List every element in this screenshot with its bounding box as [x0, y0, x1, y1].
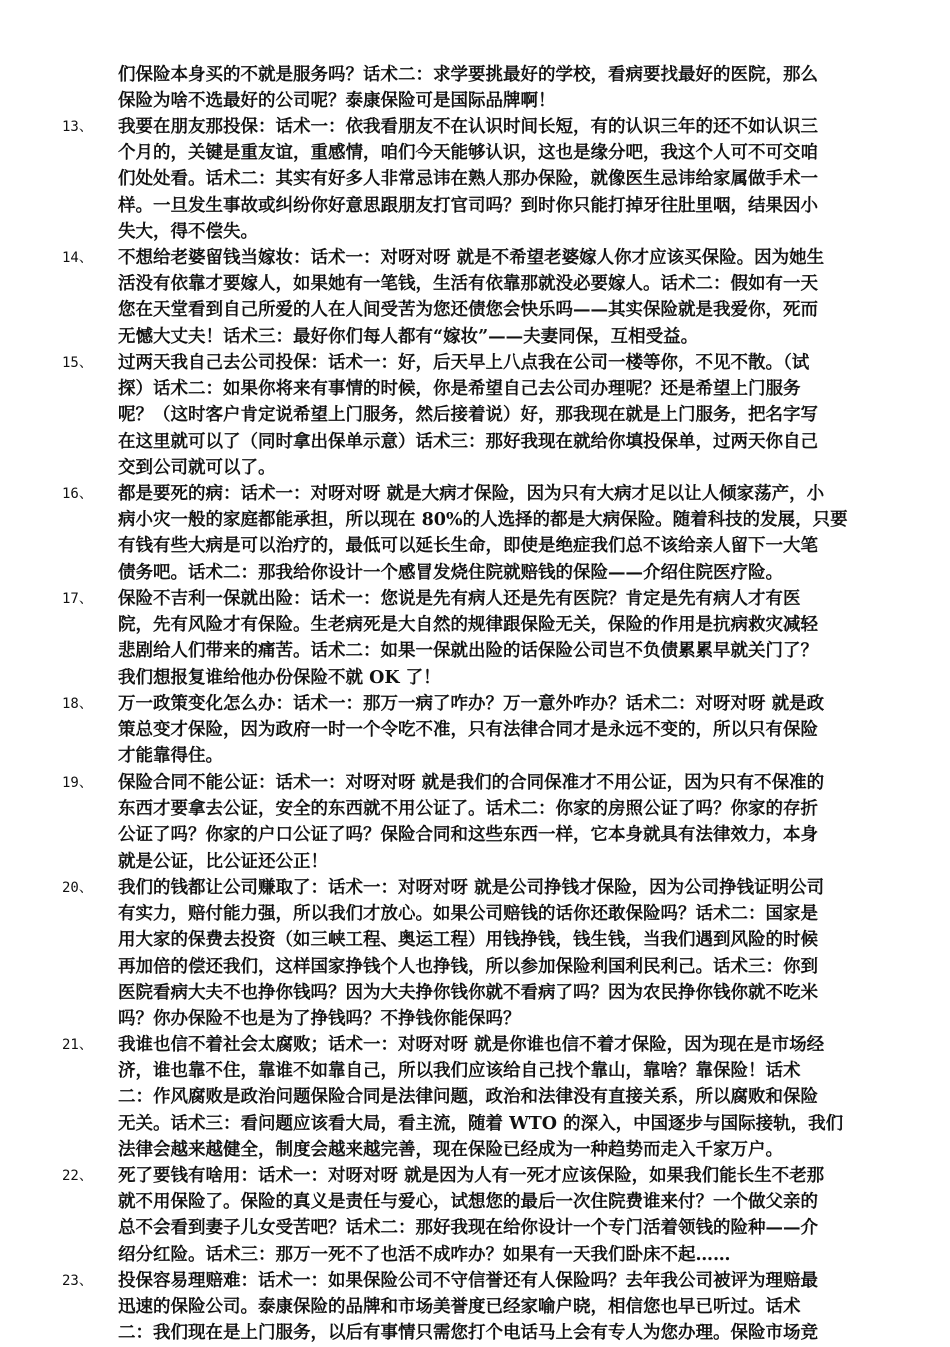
item-text: 保险合同不能公证：话术一：对呀对呀 就是我们的合同保准才不用公证，因为只有不保准的 东西才要拿去公证，安全的东西就不用公证了。话术二：你家的房照公证了吗？你家的存折 公证了吗？你家的户口公证了吗？保险合同和这些东西一样，它本身就具有法律效力，本身 就是公证，比公证还公正！ — [118, 773, 825, 872]
item-text: 保险不吉利一保就出险：话术一：您说是先有病人还是先有医院？肯定是先有病人才有医 院，先有风险才有保险。生老病死是大自然的规律跟保险无关，保险的作用是抗病救灾减轻 悲剧给人们带来的痛苦。话术二：如果一保就出险的话保险公司岂不负债累累早就关门了？ 我们想报复谁给他办份保险不就 OK 了！ — [118, 589, 818, 688]
item-text: 都是要死的病：话术一：对呀对呀 就是大病才保险，因为只有大病才足以让人倾家荡产，小 病小灾一般的家庭都能承担，所以现在 80%的人选择的都是大病保险。随着科技的发展，只要 有钱有些大病是可以治疗的，最低可以延长生命，即使是绝症我们总不该给亲人留下一大笔 债务吧。话术二：那我给你设计一个感冒发烧住院就赔钱的保险——介绍住院医疗险。 — [118, 484, 848, 583]
lead-paragraph: 们保险本身买的不就是服务吗？话术二：求学要挑最好的学校，看病要找最好的医院，那么 保险为啥不选最好的公司呢？泰康保险可是国际品牌啊！ — [118, 65, 818, 112]
item-text: 万一政策变化怎么办：话术一：那万一病了咋办？万一意外咋办？话术二：对呀对呀 就是政 策总变才保险，因为政府一时一个令吃不准，只有法律合同才是永远不变的，所以只有保险 才能靠得住。 — [118, 694, 825, 767]
item-number: 19、 — [62, 775, 93, 791]
item-number: 22、 — [62, 1168, 93, 1184]
item-number: 18、 — [62, 696, 93, 712]
item-number: 15、 — [62, 355, 93, 371]
item-number: 16、 — [62, 486, 93, 502]
item-text: 我要在朋友那投保：话术一：依我看朋友不在认识时间长短，有的认识三年的还不如认识三 个月的，关键是重友谊，重感情，咱们今天能够认识，这也是缘分吧，我这个人可不可交咱 们处处看。话术二：其实有好多人非常忌讳在熟人那办保险，就像医生忌讳给家属做手术一 样。一旦发生事故或纠纷你好意思跟朋友打官司吗？到时你只能打掉牙往肚里咽，结果因小 失大，得不偿失。 — [118, 117, 818, 242]
item-text: 不想给老婆留钱当嫁妆：话术一：对呀对呀 就是不希望老婆嫁人你才应该买保险。因为她生 活没有依靠才要嫁人，如果她有一笔钱，生活有依靠那就没必要嫁人。话术二：假如有一天 您在天堂看到自己所爱的人在人间受苦为您还债您会快乐吗——其实保险就是我爱你，死而 无憾大丈夫！话术三：最好你们每人都有“嫁妆”——夫妻同保，互相受益。 — [118, 248, 825, 347]
item-number: 20、 — [62, 880, 93, 896]
item-number: 21、 — [62, 1037, 93, 1053]
item-text: 我们的钱都让公司赚取了：话术一：对呀对呀 就是公司挣钱才保险，因为公司挣钱证明公司 有实力，赔付能力强，所以我们才放心。如果公司赔钱的话你还敢保险吗？话术二：国家是 用大家的保费去投资（如三峡工程、奥运工程）用钱挣钱，钱生钱，当我们遇到风险的时候 再加倍的偿还我们，这样国家挣钱个人也挣钱，所以参加保险利国利民利己。话术三：你到 医院看病大夫不也挣你钱吗？因为大夫挣你钱你就不看病了吗？因为农民挣你钱你就不吃米 吗？你办保险不也是为了挣钱吗？不挣钱你能保吗？ — [118, 878, 825, 1030]
item-text: 投保容易理赔难：话术一：如果保险公司不守信誉还有人保险吗？去年我公司被评为理赔最 迅速的保险公司。泰康保险的品牌和市场美誉度已经家喻户晓，相信您也早已听过。话术 二：我们现在是上门服务，以后有事情只需您打个电话马上会有专人为您办理。保险市场竞 — [118, 1271, 818, 1344]
item-number: 13、 — [62, 119, 93, 135]
item-text: 过两天我自己去公司投保：话术一：好，后天早上八点我在公司一楼等你，不见不散。（试 探）话术二：如果你将来有事情的时候，你是希望自己去公司办理呢？还是希望上门服务 呢？（这时客户肯定说希望上门服务，然后接着说）好，那我现在就是上门服务，把名字写 在这里就可以了（同时拿出保单示意）话术三：那好我现在就给你填投保单，过两天你自己 交到公司就可以了。 — [118, 353, 818, 478]
item-number: 23、 — [62, 1273, 93, 1289]
item-number: 14、 — [62, 250, 93, 266]
item-text: 我谁也信不着社会太腐败；话术一：对呀对呀 就是你谁也信不着才保险，因为现在是市场经 济，谁也靠不住，靠谁不如靠自己，所以我们应该给自己找个靠山，靠啥？靠保险！话术 二：作风腐败是政治问题保险合同是法律问题，政治和法律没有直接关系，所以腐败和保险 无关。话术三：看问题应该看大局，看主流，随着 WTO 的深入，中国逐步与国际接轨，我们 法律会越来越健全，制度会越来越完善，现在保险已经成为一种趋势而走入千家万户。 — [118, 1035, 844, 1160]
item-number: 17、 — [62, 591, 93, 607]
item-text: 死了要钱有啥用：话术一：对呀对呀 就是因为人有一死才应该保险，如果我们能长生不老那 就不用保险了。保险的真义是责任与爱心，试想您的最后一次住院费谁来付？一个做父亲的 总不会看到妻子儿女受苦吧？话术二：那好我现在给你设计一个专门活着领钱的险种——介 绍分红险。话术三：那万一死不了也活不成咋办？如果有一天我们卧床不起…… — [118, 1166, 825, 1265]
